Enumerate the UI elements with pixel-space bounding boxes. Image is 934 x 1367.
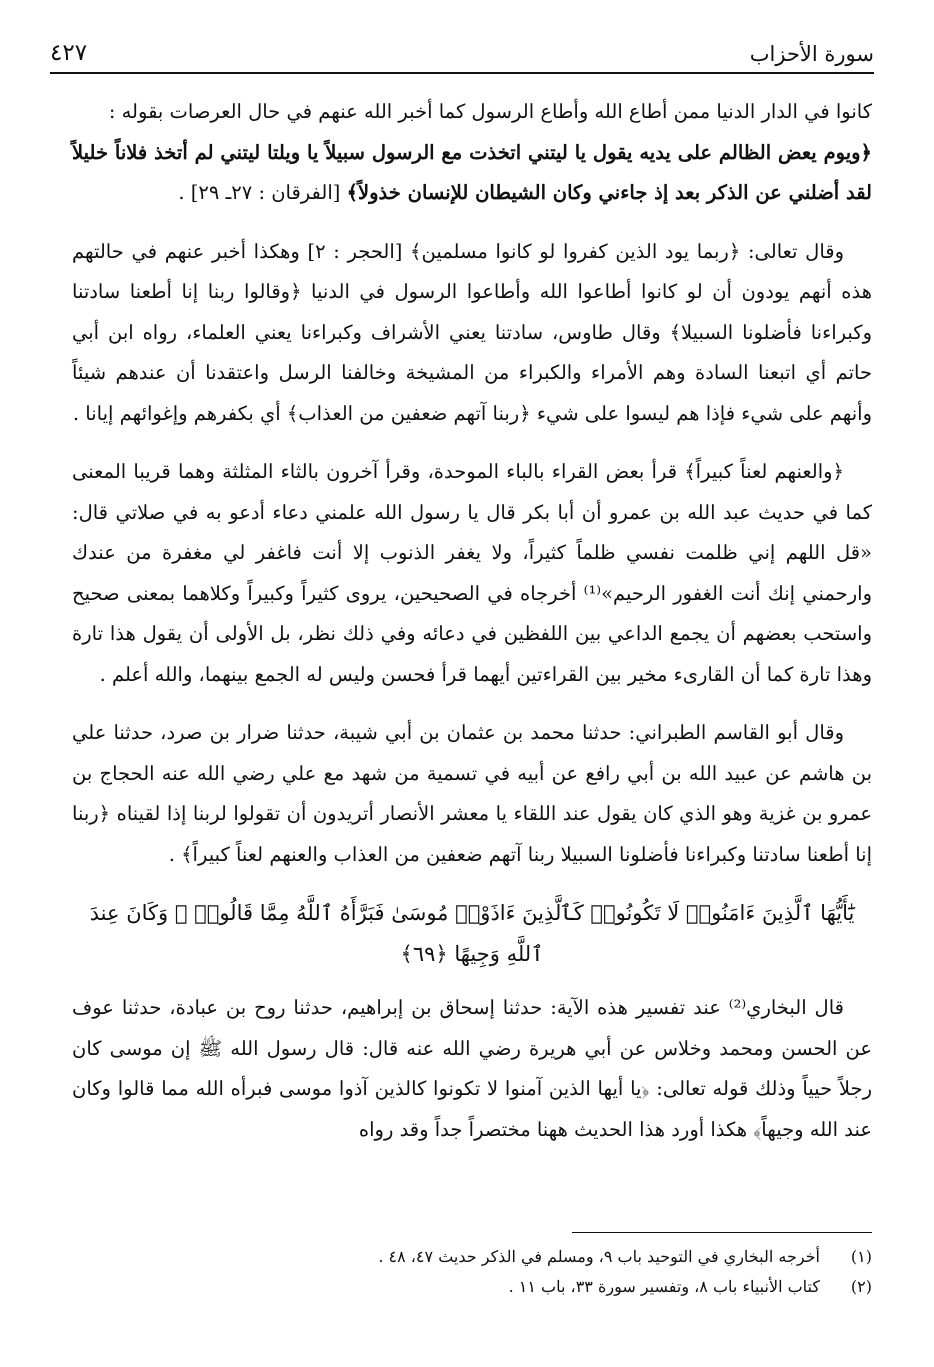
paragraph-1	[72, 92, 872, 214]
page-number: ٤٢٧	[50, 40, 88, 66]
running-header	[50, 32, 874, 74]
paragraph-2: وقال تعالى: ﴿ربما يود الذين كفروا لو كانوا مسلمين﴾ [الحجر : ٢] وهكذا أخبر عنهم في حالتهم هذه أنهم يودون أن لو كانوا أطاعوا الله وأطاعوا الرسول في الدنيا ﴿وقالوا ربنا إنا أطعنا سادتنا وكبراءنا فأضلونا السبيلا﴾ وقال طاوس، سادتنا يعني الأشراف وكبراءنا يعني العلماء، رواه ابن أبي حاتم أي اتبعنا السادة وهم الأمراء والكبراء من المشيخة وخالفنا الرسل واعتقدنا أن عندهم شيئاً وأنهم على شيء فإذا هم ليسوا على شيء ﴿ربنا آتهم ضعفين من العذاب﴾ أي بكفرهم وإغوائهم إيانا .	[72, 239, 872, 425]
footnote-text: أخرجه البخاري في التوحيد باب ٩، ومسلم في الذكر حديث ٤٧، ٤٨ .	[378, 1247, 820, 1266]
main-text	[72, 92, 872, 1168]
paragraph-4: وقال أبو القاسم الطبراني: حدثنا محمد بن عثمان بن أبي شيبة، حدثنا ضرار بن صرد، حدثنا علي بن هاشم عن عبيد الله بن أبي رافع عن أبيه في تسمية من شهد مع علي رضي الله عنه الحجاج بن عمرو بن غزية وهو الذي كان يقول عند اللقاء يا معشر الأنصار أتريدون أن تقولوا لربنا إذا لقيناه ﴿ربنا إنا أطعنا سادتنا وكبراءنا فأضلونا السبيلا ربنا آتهم ضعفين من العذاب والعنهم لعناً كبيراً﴾ .	[72, 721, 872, 866]
paragraph-3: ﴿والعنهم لعناً كبيراً﴾ قرأ بعض القراء بالباء الموحدة، وقرأ آخرون بالثاء المثلثة وهما قريبا المعنى كما في حديث عبد الله بن عمرو أن أبا بكر قال يا رسول الله علمني دعاء أدعو به في صلاتي قال: «قل اللهم إني ظلمت نفسي ظلماً كثيراً، ولا يغفر الذنوب إلا أنت فاغفر لي مغفرة من عندك وارحمني إنك أنت الغفور الرحيم»⁽¹⁾ أخرجاه في الصحيحين، يروى كثيراً وكبيراً وكلاهما بمعنى صحيح واستحب بعضهم أن يجمع الداعي بين اللفظين في دعائه وفي ذلك نظر، بل الأولى أن يقول هذا تارة وهذا تارة كما أن القارىء مخير بين القراءتين أيهما قرأ فحسن وليس له الجمع بينهما، والله أعلم .	[72, 460, 872, 686]
paragraph-5: قال البخاري⁽²⁾ عند تفسير هذه الآية: حدثنا إسحاق بن إبراهيم، حدثنا روح بن عبادة، حدثنا عوف عن الحسن ومحمد وخلاس عن أبي هريرة رضي الله عنه قال: قال رسول الله ﷺ إن موسى كان رجلاً حيياً وذلك قوله تعالى: ﴿يا أيها الذين آمنوا لا تكونوا كالذين آذوا موسى فبرأه الله مما قالوا وكان عند الله وجيهاً﴾ هكذا أورد هذا الحديث ههنا مختصراً جداً وقد رواه	[72, 996, 872, 1141]
paragraph-1-quote: ﴿ويوم يعض الظالم على يديه يقول يا ليتني اتخذت مع الرسول سبيلاً يا ويلتا ليتني لم أتخذ فلاناً خليلاً لقد أضلني عن الذكر بعد إذ جاءني وكان الشيطان للإنسان خذولاً﴾	[72, 140, 872, 204]
footnotes	[72, 1242, 872, 1302]
footnote-number: (٢)	[850, 1277, 872, 1296]
footnote-separator	[572, 1232, 872, 1233]
footnote-number: (١)	[850, 1247, 872, 1266]
quran-verse: يَٰٓأَيُّهَا ٱلَّذِينَ ءَامَنُوا۟ لَا تَكُونُوا۟ كَٱلَّذِينَ ءَاذَوْا۟ مُوسَىٰ فَبَرَّأَهُ ٱللَّهُ مِمَّا قَالُوا۟ ۚ وَكَانَ عِندَ ٱللَّهِ وَجِيهًا ﴿٦٩﴾	[89, 901, 855, 966]
paragraph-1-intro: كانوا في الدار الدنيا ممن أطاع الله وأطاع الرسول كما أخبر الله عنهم في حال العرصات بقوله :	[108, 100, 872, 123]
footnote-text: كتاب الأنبياء باب ٨، وتفسير سورة ٣٣، باب ١١ .	[508, 1277, 820, 1296]
paragraph-1-reference: [الفرقان : ٢٧ـ ٢٩] .	[178, 181, 341, 204]
footnote-1	[72, 1242, 872, 1272]
surah-title: سورة الأحزاب	[749, 42, 874, 66]
footnote-2	[72, 1272, 872, 1302]
